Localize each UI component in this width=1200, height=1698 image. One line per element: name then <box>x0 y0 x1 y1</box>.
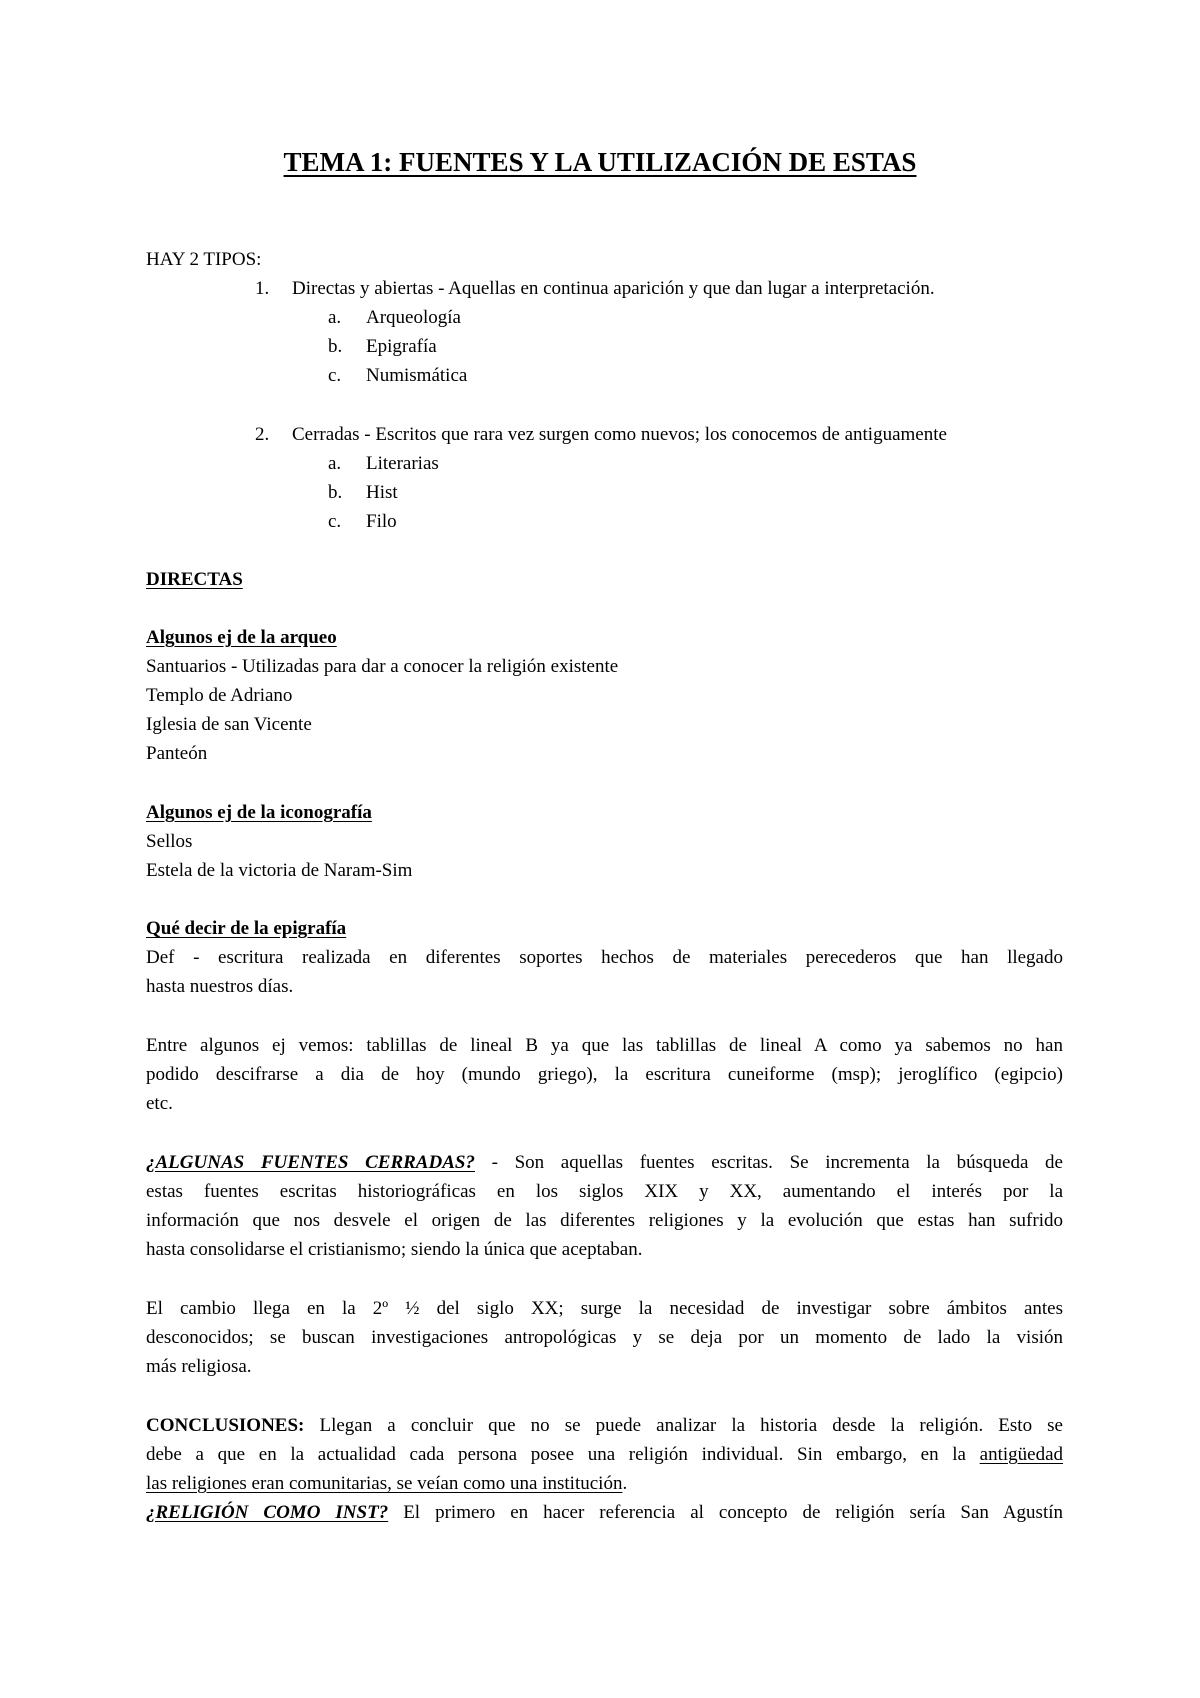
conclusiones-text: Llegan a concluir que no se puede analizar la historia desde la religión. Esto se <box>304 1415 1063 1436</box>
list-number: 2. <box>255 424 270 445</box>
sublist-item: Epigrafía <box>366 336 437 357</box>
cambio-line: más religiosa. <box>146 1356 252 1377</box>
conclusiones-underlined-text: las religiones eran comunitarias, se veían como una institución <box>146 1473 623 1494</box>
conclusiones-text: debe a que en la actualidad cada persona posee una religión individual. Sin embargo, en la <box>146 1444 980 1465</box>
list-item-text: Directas y abiertas - Aquellas en continua aparición y que dan lugar a interpretación. <box>292 278 935 299</box>
sublist-letter: a. <box>328 307 342 328</box>
cerradas-first-line-text: - Son aquellas fuentes escritas. Se incrementa la búsqueda de <box>474 1152 1063 1173</box>
conclusiones-line <box>146 1472 627 1496</box>
religion-text: El primero en hacer referencia al concepto de religión sería San Agustín <box>388 1502 1064 1523</box>
cerradas-lead: ¿ALGUNAS FUENTES CERRADAS? <box>146 1152 475 1173</box>
arqueo-line: Panteón <box>146 743 208 764</box>
subheading-epigrafia: Qué decir de la epigrafía <box>146 918 347 939</box>
cerradas-line: estas fuentes escritas historiográficas en los siglos XIX y XX, aumentando el interés por la <box>146 1181 1063 1202</box>
conclusiones-line <box>146 1443 1063 1467</box>
epigrafia-example-line: podido descifrarse a dia de hoy (mundo griego), la escritura cuneiforme (msp); jeroglífico (egipcio) <box>146 1064 1063 1085</box>
sublist-letter: c. <box>328 511 342 532</box>
epigrafia-example-line: etc. <box>146 1093 173 1114</box>
subheading-arqueo: Algunos ej de la arqueo <box>146 627 337 648</box>
list-item-text: Cerradas - Escritos que rara vez surgen como nuevos; los conocemos de antiguamente <box>292 424 947 445</box>
iconografia-line: Estela de la victoria de Naram-Sim <box>146 860 413 881</box>
sublist-letter: c. <box>328 365 342 386</box>
conclusiones-line <box>146 1414 1063 1438</box>
sublist-item: Numismática <box>366 365 468 386</box>
arqueo-line: Templo de Adriano <box>146 685 293 706</box>
cambio-line: El cambio llega en la 2º ½ del siglo XX; surge la necesidad de investigar sobre ámbitos antes <box>146 1298 1063 1319</box>
arqueo-line: Iglesia de san Vicente <box>146 714 312 735</box>
cambio-line: desconocidos; se buscan investigaciones antropológicas y se deja por un momento de lado la visión <box>146 1327 1063 1348</box>
conclusiones-text: . <box>622 1473 628 1494</box>
epigrafia-def-line: Def - escritura realizada en diferentes soportes hechos de materiales perecederos que han llegado <box>146 947 1063 968</box>
sublist-letter: b. <box>328 336 343 357</box>
arqueo-line: Santuarios - Utilizadas para dar a conocer la religión existente <box>146 656 619 677</box>
conclusiones-label: CONCLUSIONES: <box>146 1415 305 1436</box>
iconografia-line: Sellos <box>146 831 193 852</box>
epigrafia-example-line: Entre algunos ej vemos: tablillas de lineal B ya que las tablillas de lineal A como ya sabemos no han <box>146 1035 1063 1056</box>
intro-text: HAY 2 TIPOS: <box>146 249 262 270</box>
subheading-iconografia: Algunos ej de la iconografía <box>146 802 372 823</box>
page-title: TEMA 1: FUENTES Y LA UTILIZACIÓN DE ESTAS <box>283 147 917 177</box>
sublist-item: Hist <box>366 482 398 503</box>
section-heading-directas: DIRECTAS <box>146 569 243 590</box>
sublist-item: Arqueología <box>366 307 461 328</box>
cerradas-first-line <box>146 1151 1063 1175</box>
sublist-item: Literarias <box>366 453 439 474</box>
religion-line <box>146 1501 1063 1525</box>
sublist-item: Filo <box>366 511 397 532</box>
sublist-letter: b. <box>328 482 343 503</box>
cerradas-line: hasta consolidarse el cristianismo; siendo la única que aceptaban. <box>146 1239 643 1260</box>
sublist-letter: a. <box>328 453 342 474</box>
religion-lead: ¿RELIGIÓN COMO INST? <box>146 1502 389 1523</box>
epigrafia-def-line: hasta nuestros días. <box>146 976 294 997</box>
list-number: 1. <box>255 278 270 299</box>
conclusiones-underlined-text: antigüedad <box>979 1444 1063 1465</box>
cerradas-line: información que nos desvele el origen de las diferentes religiones y la evolución que estas han sufrido <box>146 1210 1063 1231</box>
